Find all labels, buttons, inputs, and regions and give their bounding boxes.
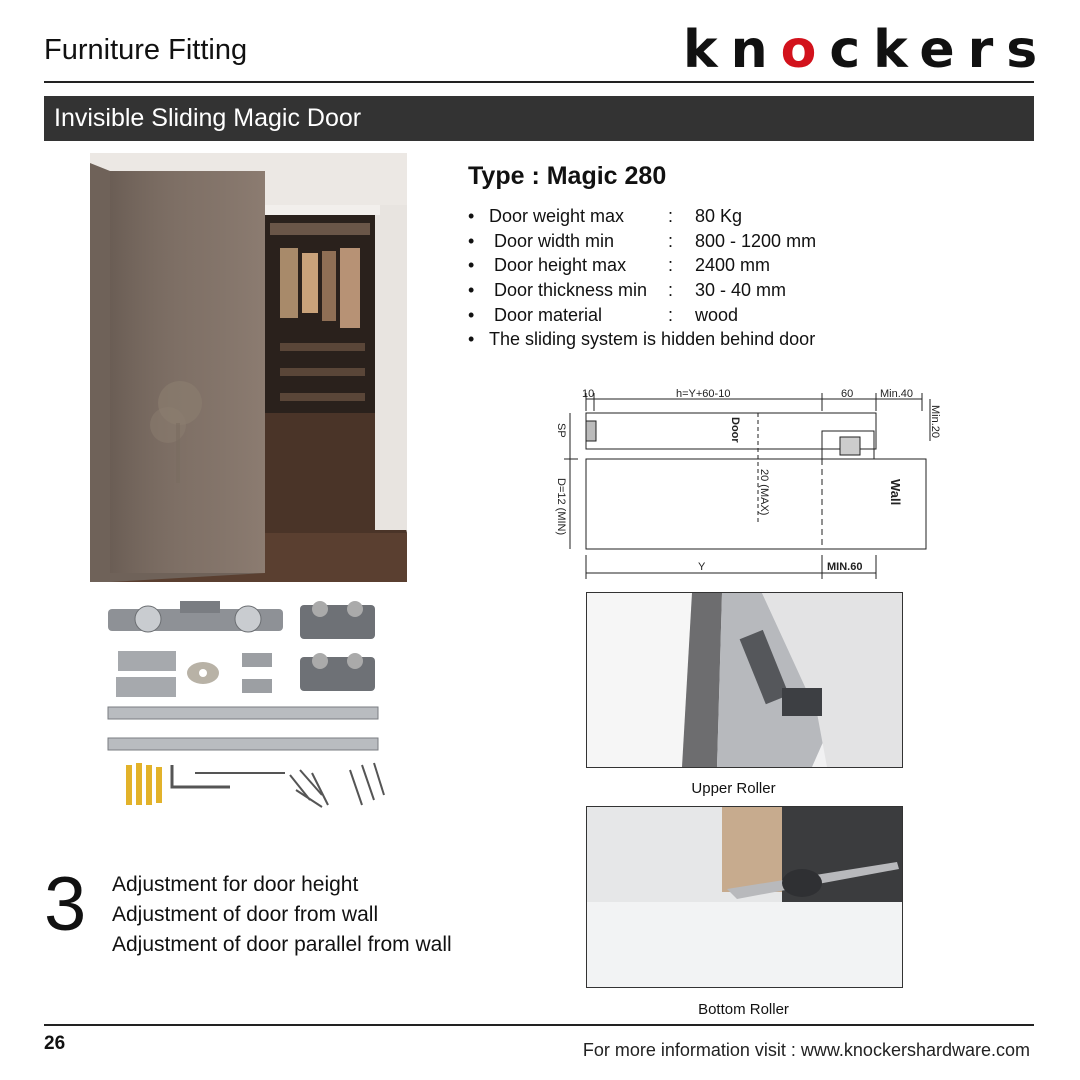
spec-row-thickness <box>468 280 928 305</box>
bottom-roller-caption: Bottom Roller <box>698 1001 789 1018</box>
spec-label: Door width min <box>494 230 615 251</box>
logo-keyhole-o: o <box>780 20 830 80</box>
spec-label: Door thickness min <box>494 280 648 301</box>
hardware-kit-image <box>100 595 400 820</box>
logo-text-part1: kn <box>683 20 781 80</box>
dim-10: 10 <box>582 388 595 400</box>
adjustment-item: Adjustment of door from wall <box>112 903 379 926</box>
product-photo <box>90 153 407 582</box>
header-divider <box>44 81 1034 83</box>
label-door: Door <box>729 417 741 443</box>
product-type-title: Type : Magic 280 <box>468 162 667 190</box>
label-sp: SP <box>555 423 567 438</box>
spec-row-weight <box>468 206 928 231</box>
spec-value: 800 - 1200 mm <box>695 230 817 251</box>
label-d: D=12 (MIN) <box>555 478 567 536</box>
spec-value: 80 Kg <box>695 206 743 226</box>
adjustment-item: Adjustment of door parallel from wall <box>112 933 452 956</box>
spec-value: 2400 mm <box>695 255 771 276</box>
technical-diagram <box>548 383 948 583</box>
spec-colon: : <box>668 280 674 301</box>
footer-info: For more information visit : www.knockershardware.com <box>582 1040 1030 1060</box>
upper-roller-photo <box>586 592 903 768</box>
adjustment-item: Adjustment for door height <box>112 873 359 896</box>
spec-value: wood <box>695 304 739 325</box>
upper-roller-caption: Upper Roller <box>691 780 776 797</box>
dim-60: 60 <box>841 388 854 400</box>
adjustment-count: 3 <box>44 862 87 947</box>
spec-label: Door material <box>494 304 603 325</box>
label-y: Y <box>698 561 706 573</box>
spec-row-material <box>468 305 928 330</box>
bullet-icon: • <box>468 304 475 325</box>
spec-colon: : <box>668 255 674 276</box>
bullet-icon: • <box>468 280 475 301</box>
label-min60: MIN.60 <box>827 561 863 573</box>
section-title: Furniture Fitting <box>44 34 248 66</box>
spec-colon: : <box>668 304 674 325</box>
bullet-icon: • <box>468 329 475 350</box>
spec-note: The sliding system is hidden behind door <box>489 329 816 350</box>
dim-h: h=Y+60-10 <box>676 388 731 400</box>
spec-colon: : <box>668 206 674 226</box>
spec-list <box>468 206 928 354</box>
logo-text-part3: ckers <box>829 20 1051 80</box>
spec-row-note <box>468 329 928 354</box>
spec-row-height <box>468 255 928 280</box>
bullet-icon: • <box>468 255 475 276</box>
bullet-icon: • <box>468 206 475 226</box>
spec-row-width <box>468 231 928 256</box>
spec-colon: : <box>668 230 674 251</box>
adjustment-list <box>112 870 452 960</box>
spec-label: Door height max <box>494 255 627 276</box>
spec-label: Door weight max <box>489 206 625 226</box>
footer-divider <box>44 1024 1034 1026</box>
label-20max: 20 (MAX) <box>758 469 770 516</box>
spec-value: 30 - 40 mm <box>695 280 787 301</box>
title-banner <box>44 96 1034 141</box>
dim-min40: Min.40 <box>880 388 914 400</box>
label-wall: Wall <box>888 479 903 506</box>
bottom-roller-photo <box>586 806 903 988</box>
banner-title: Invisible Sliding Magic Door <box>54 104 362 132</box>
brand-logo <box>683 22 1050 78</box>
bullet-icon: • <box>468 230 475 251</box>
page-number: 26 <box>44 1033 66 1054</box>
dim-min20: Min.20 <box>929 405 941 439</box>
